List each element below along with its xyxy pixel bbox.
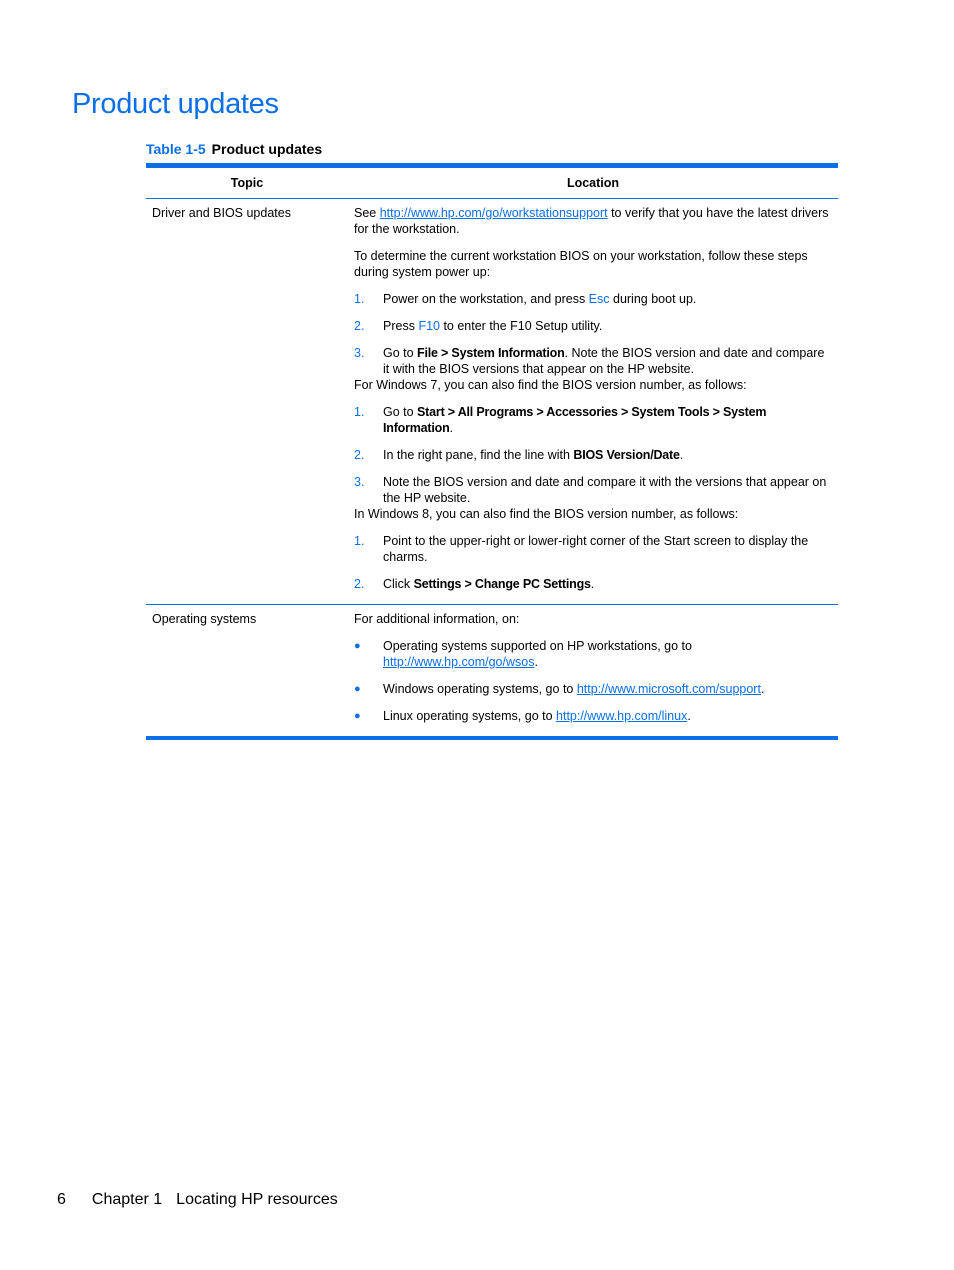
text: . Note the BIOS version and date and compare it with the BIOS versions that appear on the HP website. xyxy=(383,346,825,376)
list-item-text: Point to the upper-right or lower-right corner of the Start screen to display the charms. xyxy=(383,534,809,564)
list-item-text xyxy=(383,404,830,436)
text: Press xyxy=(383,319,419,333)
list-number: 3. xyxy=(354,475,365,489)
list-number: 2. xyxy=(354,319,365,333)
text: Go to xyxy=(383,346,418,360)
list-number: 1. xyxy=(354,292,365,306)
workstation-support-link[interactable]: http://www.hp.com/go/workstationsupport xyxy=(379,206,608,220)
list-item xyxy=(354,474,830,506)
microsoft-support-link[interactable]: http://www.microsoft.com/support xyxy=(576,682,761,696)
list-item xyxy=(354,318,830,334)
table-header-row xyxy=(146,168,838,199)
paragraph: To determine the current workstation BIOS on your workstation, follow these steps during system power up: xyxy=(354,249,808,279)
table-caption-title: Product updates xyxy=(211,141,323,157)
footer-chapter: Chapter 1 xyxy=(91,1191,163,1208)
row-topic: Operating systems xyxy=(152,612,257,626)
bios-steps-list xyxy=(354,291,830,377)
wsos-link[interactable]: http://www.hp.com/go/wsos xyxy=(383,655,535,669)
key-f10: F10 xyxy=(418,319,440,333)
menu-path: File > System Information xyxy=(417,346,565,360)
intro-paragraph xyxy=(354,205,830,237)
list-item xyxy=(354,681,830,697)
list-number: 3. xyxy=(354,346,365,360)
list-item-text xyxy=(383,291,830,307)
text: Click xyxy=(383,577,414,591)
text: to verify that you have the latest drivers for the workstation. xyxy=(354,206,829,236)
os-links-list xyxy=(354,638,830,724)
text: Power on the workstation, and press xyxy=(383,292,589,306)
table-caption-number: Table 1-5 xyxy=(146,141,206,157)
list-item xyxy=(354,533,830,565)
list-item xyxy=(354,345,830,377)
table-row xyxy=(146,199,838,604)
text: Operating systems supported on HP workstations, go to xyxy=(383,639,692,653)
intro-paragraph: For additional information, on: xyxy=(354,612,520,626)
list-item-text xyxy=(383,681,830,697)
text: . xyxy=(534,655,538,669)
paragraph: For Windows 7, you can also find the BIOS version number, as follows: xyxy=(354,378,747,392)
list-item xyxy=(354,404,830,436)
text: In the right pane, find the line with xyxy=(383,448,574,462)
paragraph: In Windows 8, you can also find the BIOS version number, as follows: xyxy=(354,507,739,521)
text: . xyxy=(449,421,454,435)
text: . xyxy=(590,577,595,591)
list-number: 1. xyxy=(354,405,365,419)
list-item xyxy=(354,576,830,592)
text: . xyxy=(760,682,765,696)
text: . xyxy=(687,709,691,723)
text: during boot up. xyxy=(609,292,697,306)
table-caption xyxy=(146,141,322,157)
text: See xyxy=(354,206,380,220)
list-item xyxy=(354,638,830,670)
bullet-icon: ● xyxy=(354,683,361,695)
header-location: Location xyxy=(566,176,620,190)
text: Linux operating systems, go to xyxy=(383,709,557,723)
list-item xyxy=(354,291,830,307)
text: Windows operating systems, go to xyxy=(383,682,577,696)
row-location xyxy=(348,199,838,604)
list-number: 2. xyxy=(354,448,365,462)
list-item-text xyxy=(383,447,830,463)
text: to enter the F10 Setup utility. xyxy=(439,319,603,333)
list-item-text xyxy=(383,638,830,670)
menu-path: Start > All Programs > Accessories > System Tools > System Information xyxy=(383,405,767,435)
header-topic: Topic xyxy=(230,176,264,190)
list-number: 2. xyxy=(354,577,365,591)
product-updates-table xyxy=(146,163,838,740)
hp-linux-link[interactable]: http://www.hp.com/linux xyxy=(556,709,688,723)
list-item-text xyxy=(383,318,830,334)
list-item-text xyxy=(383,708,830,724)
list-item-text xyxy=(383,576,830,592)
footer-chapter-title: Locating HP resources xyxy=(176,1191,338,1208)
windows7-steps-list xyxy=(354,404,830,506)
text: . xyxy=(679,448,684,462)
bullet-icon: ● xyxy=(354,710,361,722)
list-item xyxy=(354,708,830,724)
list-item-text: Note the BIOS version and date and compare it with the versions that appear on the HP website. xyxy=(383,475,827,505)
list-number: 1. xyxy=(354,534,365,548)
page-footer xyxy=(57,1191,364,1209)
list-item xyxy=(354,447,830,463)
text: Go to xyxy=(383,405,418,419)
windows8-steps-list xyxy=(354,533,830,592)
key-esc: Esc xyxy=(588,292,610,306)
bullet-icon: ● xyxy=(354,640,361,652)
table-row xyxy=(146,604,838,736)
row-location xyxy=(348,605,838,736)
page-number: 6 xyxy=(57,1191,66,1208)
row-topic: Driver and BIOS updates xyxy=(152,206,291,220)
list-item-text xyxy=(383,345,830,377)
menu-path: Settings > Change PC Settings xyxy=(413,577,591,591)
page-title: Product updates xyxy=(72,88,279,120)
menu-path: BIOS Version/Date xyxy=(573,448,680,462)
